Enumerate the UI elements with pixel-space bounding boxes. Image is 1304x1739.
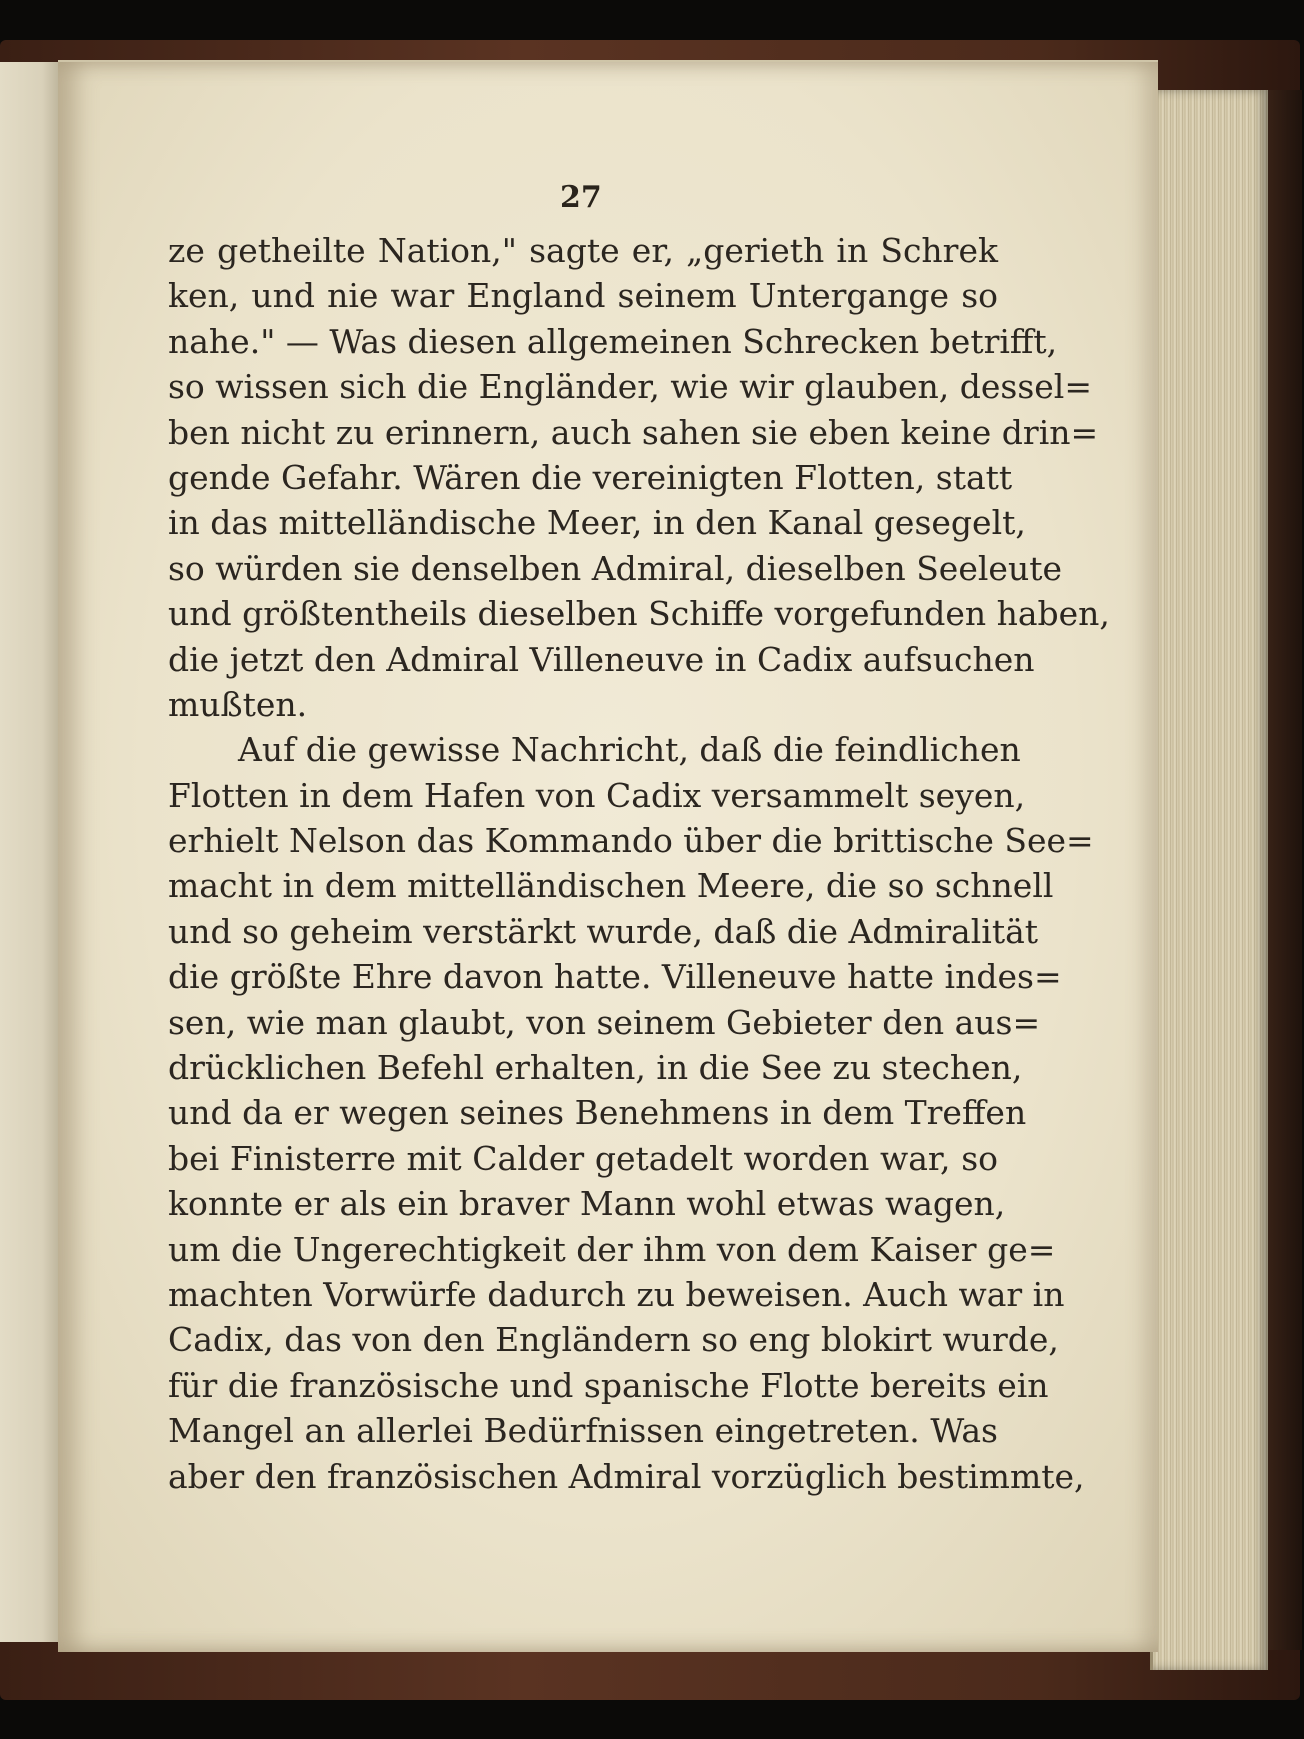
text-line: in das mittelländische Meer, in den Kanal gesegelt, bbox=[168, 503, 1026, 543]
text-line: ze getheilte Nation," sagte er, „gerieth in Schrek bbox=[168, 231, 998, 270]
text-line: bei Finisterre mit Calder getadelt worden war, so bbox=[168, 1138, 998, 1178]
text-line: Cadix, das von den Engländern so eng blokirt wurde, bbox=[168, 1320, 1059, 1360]
text-line: Flotten in dem Hafen von Cadix versammelt seyen, bbox=[168, 775, 1026, 815]
text-line: ben nicht zu erinnern, auch sahen sie eben keine drin= bbox=[168, 412, 1099, 452]
text-line: sen, wie man glaubt, von seinem Gebieter den aus= bbox=[168, 1002, 1041, 1042]
text-line: drücklichen Befehl erhalten, in die See zu stechen, bbox=[168, 1048, 1023, 1088]
text-line: um die Ungerechtigkeit der ihm von dem Kaiser ge= bbox=[168, 1229, 1056, 1269]
text-line: für die französische und spanische Flotte bereits ein bbox=[168, 1365, 1049, 1405]
body-text bbox=[168, 228, 1110, 1499]
text-line: so würden sie denselben Admiral, dieselben Seeleute bbox=[168, 548, 1062, 588]
text-line: und da er wegen seines Benehmens in dem Treffen bbox=[168, 1093, 1027, 1133]
book-spine-edge bbox=[1262, 90, 1302, 1650]
text-line: nahe." — Was diesen allgemeinen Schrecken betrifft, bbox=[168, 321, 1058, 361]
text-line: erhielt Nelson das Kommando über die brittische See= bbox=[168, 821, 1094, 861]
text-line: machten Vorwürfe dadurch zu beweisen. Auch war in bbox=[168, 1274, 1065, 1314]
page-stack-edge bbox=[1150, 90, 1268, 1670]
paragraph-end-line: mußten. bbox=[168, 684, 308, 724]
text-line: aber den französischen Admiral vorzüglich bestimmte, bbox=[168, 1456, 1085, 1496]
text-line: macht in dem mittelländischen Meere, die so schnell bbox=[168, 866, 1054, 906]
text-line: Mangel an allerlei Bedürfnissen eingetreten. Was bbox=[168, 1411, 998, 1451]
paragraph-start-line: Auf die gewisse Nachricht, daß die feindlichen bbox=[238, 730, 1021, 770]
text-line: gende Gefahr. Wären die vereinigten Flotten, statt bbox=[168, 457, 1013, 497]
text-line: ken, und nie war England seinem Untergange so bbox=[168, 276, 998, 316]
text-line: konnte er als ein braver Mann wohl etwas wagen, bbox=[168, 1184, 1006, 1224]
text-line: die jetzt den Admiral Villeneuve in Cadix aufsuchen bbox=[168, 639, 1035, 679]
text-line: so wissen sich die Engländer, wie wir glauben, dessel= bbox=[168, 367, 1093, 407]
page-number: 27 bbox=[560, 180, 602, 215]
text-line: und so geheim verstärkt wurde, daß die Admiralität bbox=[168, 911, 1039, 951]
facing-page-edge bbox=[0, 62, 62, 1642]
text-line: und größtentheils dieselben Schiffe vorgefunden haben, bbox=[168, 594, 1110, 634]
text-line: die größte Ehre davon hatte. Villeneuve hatte indes= bbox=[168, 957, 1062, 997]
